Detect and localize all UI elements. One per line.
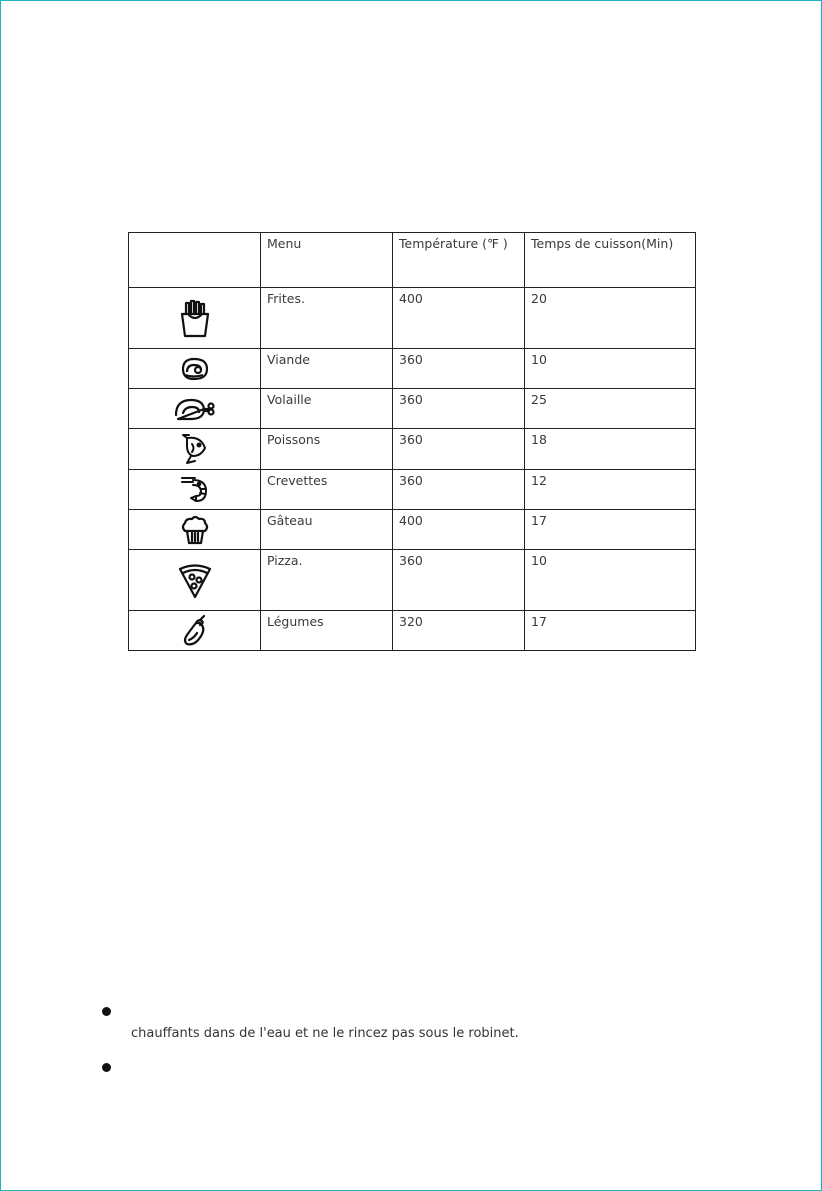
table-row [129, 389, 696, 429]
row-temperature: 400 [393, 288, 525, 349]
shrimp-icon [179, 474, 211, 506]
header-temperature: Température (℉ ) [393, 233, 525, 288]
table-row [129, 429, 696, 470]
table-header-row [129, 233, 696, 288]
row-menu: Frites. [261, 288, 393, 349]
row-temperature: 400 [393, 510, 525, 550]
eggplant-icon [181, 614, 209, 648]
row-temperature: 360 [393, 389, 525, 429]
table-row [129, 550, 696, 611]
chicken-icon [173, 395, 217, 423]
row-menu: Gâteau [261, 510, 393, 550]
pizza-icon [178, 561, 212, 599]
row-temperature: 360 [393, 429, 525, 470]
cleaning-note-line: chauffants dans de l'eau et ne le rincez pas sous le robinet. [131, 1026, 519, 1041]
row-menu: Poissons [261, 429, 393, 470]
table-row [129, 470, 696, 510]
row-menu: Pizza. [261, 550, 393, 611]
table-row [129, 510, 696, 550]
row-menu: Légumes [261, 611, 393, 651]
table-row [129, 288, 696, 349]
row-time: 17 [525, 510, 696, 550]
row-temperature: 320 [393, 611, 525, 651]
row-temperature: 360 [393, 349, 525, 389]
cake-icon [179, 514, 211, 546]
row-time: 10 [525, 550, 696, 611]
row-menu: Volaille [261, 389, 393, 429]
row-menu: Crevettes [261, 470, 393, 510]
cooking-menu-table [128, 232, 696, 651]
row-time: 17 [525, 611, 696, 651]
steak-icon [179, 355, 211, 383]
bullet-point [102, 1007, 111, 1016]
bullet-point [102, 1063, 111, 1072]
row-time: 18 [525, 429, 696, 470]
row-time: 20 [525, 288, 696, 349]
row-time: 10 [525, 349, 696, 389]
row-temperature: 360 [393, 470, 525, 510]
fish-icon [181, 432, 209, 466]
row-temperature: 360 [393, 550, 525, 611]
header-cooking-time: Temps de cuisson(Min) [525, 233, 696, 288]
fries-icon [177, 298, 213, 338]
header-menu: Menu [261, 233, 393, 288]
row-time: 25 [525, 389, 696, 429]
row-menu: Viande [261, 349, 393, 389]
row-time: 12 [525, 470, 696, 510]
table-row [129, 611, 696, 651]
table-row [129, 349, 696, 389]
header-icon-column [129, 233, 261, 288]
